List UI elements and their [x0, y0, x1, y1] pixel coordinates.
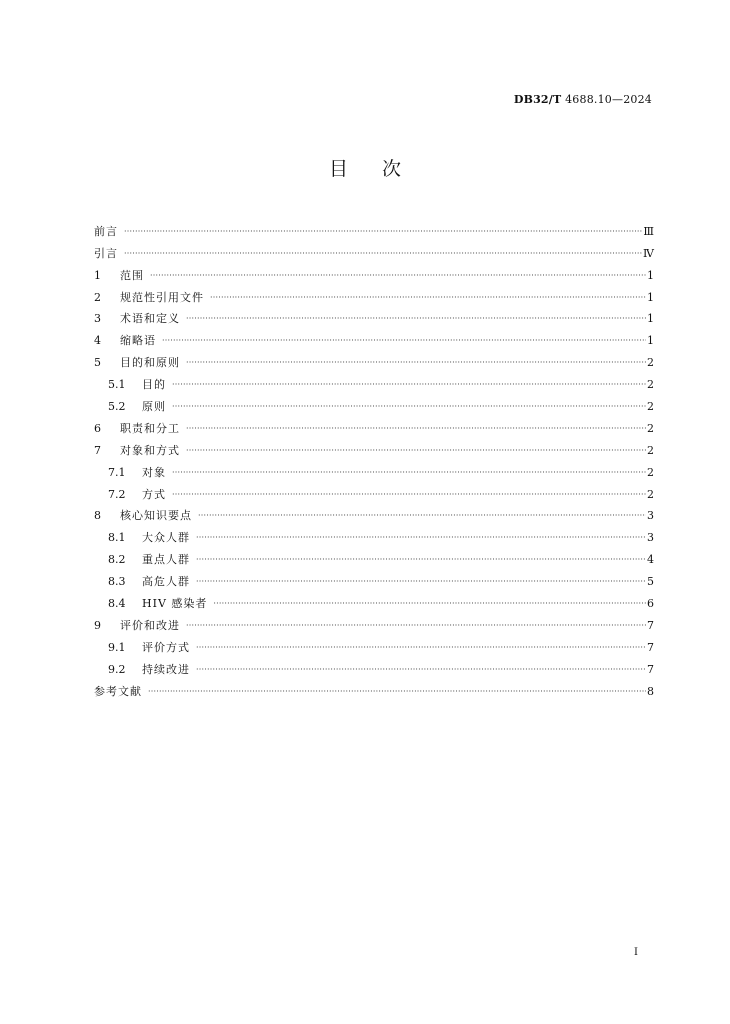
toc-leader-dots — [196, 531, 646, 544]
toc-leader-dots — [162, 334, 646, 347]
toc-entry-page: 2 — [647, 378, 654, 392]
toc-entry-page: 2 — [647, 443, 654, 457]
toc-entry-page: 3 — [647, 531, 654, 545]
toc-entry-number: 7.2 — [108, 487, 126, 501]
toc-entry[interactable] — [94, 238, 654, 260]
toc-leader-dots — [186, 619, 646, 632]
toc-entry[interactable] — [94, 610, 654, 632]
toc-entry-page: 7 — [647, 662, 654, 676]
toc-title: 目次 — [328, 158, 435, 180]
toc-entry-number: 1 — [94, 268, 101, 282]
toc-entry-label: 规范性引用文件 — [120, 290, 204, 304]
toc-leader-dots — [196, 663, 646, 676]
toc-entry-page: 4 — [647, 553, 654, 567]
toc-entry-number: 7 — [94, 443, 101, 457]
toc-entry[interactable] — [94, 413, 654, 435]
page-number: I — [634, 947, 638, 958]
toc-leader-dots — [150, 269, 646, 282]
toc-entry-label: 评价和改进 — [120, 618, 180, 632]
toc-entry[interactable] — [94, 501, 654, 523]
toc-entry-number: 8.3 — [108, 575, 126, 589]
toc-entry[interactable] — [94, 347, 654, 369]
toc-leader-dots — [172, 466, 646, 479]
toc-entry[interactable] — [94, 369, 654, 391]
toc-entry-label: 范围 — [120, 268, 144, 282]
toc-leader-dots — [213, 597, 646, 610]
toc-entry[interactable] — [94, 304, 654, 326]
toc-entry-page: 2 — [647, 400, 654, 414]
toc-entry-number: 4 — [94, 334, 101, 348]
toc-leader-dots — [124, 225, 642, 238]
toc-entry-label: 参考文献 — [94, 684, 142, 698]
toc-entry-page: 3 — [647, 509, 654, 523]
toc-leader-dots — [172, 378, 646, 391]
toc-entry-label: 方式 — [142, 487, 166, 501]
toc-entry-number: 9.1 — [108, 640, 126, 654]
document-code-number: 4688.10—2024 — [565, 93, 652, 106]
toc-entry-label: 目的和原则 — [120, 356, 180, 370]
toc-entry-number: 7.1 — [108, 465, 126, 479]
toc-entry-page: Ⅳ — [643, 246, 654, 260]
toc-entry-number: 5 — [94, 356, 101, 370]
toc-entry[interactable] — [94, 457, 654, 479]
toc-entry-page: 1 — [647, 334, 654, 348]
toc-entry-number: 9.2 — [108, 662, 126, 676]
table-of-contents — [94, 216, 654, 698]
toc-entry-label: 引言 — [94, 246, 118, 260]
toc-entry[interactable] — [94, 544, 654, 566]
toc-leader-dots — [124, 247, 642, 260]
toc-leader-dots — [148, 685, 646, 698]
toc-entry[interactable] — [94, 435, 654, 457]
toc-leader-dots — [186, 312, 646, 325]
toc-leader-dots — [196, 553, 646, 566]
toc-entry-number: 8.4 — [108, 597, 126, 611]
document-code-prefix: DB32/T — [513, 93, 562, 106]
toc-entry[interactable] — [94, 632, 654, 654]
toc-leader-dots — [210, 291, 646, 304]
toc-entry[interactable] — [94, 566, 654, 588]
toc-entry-label: 原则 — [142, 400, 166, 414]
toc-leader-dots — [198, 509, 646, 522]
toc-entry-number: 5.2 — [108, 400, 126, 414]
toc-entry-label: 对象和方式 — [120, 443, 180, 457]
toc-entry-page: 2 — [647, 421, 654, 435]
toc-entry-number: 8.2 — [108, 553, 126, 567]
toc-entry-page: 2 — [647, 487, 654, 501]
toc-entry-label: 重点人群 — [142, 553, 190, 567]
toc-entry[interactable] — [94, 282, 654, 304]
toc-entry-label: 评价方式 — [142, 640, 190, 654]
toc-leader-dots — [196, 641, 646, 654]
toc-entry[interactable] — [94, 654, 654, 676]
toc-entry-number: 6 — [94, 421, 101, 435]
toc-entry-label: 对象 — [142, 465, 166, 479]
toc-entry-label: 缩略语 — [120, 334, 156, 348]
toc-entry[interactable] — [94, 676, 654, 698]
toc-leader-dots — [186, 356, 646, 369]
toc-entry-label: 前言 — [94, 224, 118, 238]
toc-entry-number: 8 — [94, 509, 101, 523]
toc-entry[interactable] — [94, 325, 654, 347]
toc-entry-label: 核心知识要点 — [120, 509, 192, 523]
toc-leader-dots — [172, 400, 646, 413]
toc-entry-number: 2 — [94, 290, 101, 304]
toc-leader-dots — [186, 422, 646, 435]
toc-entry-page: 7 — [647, 618, 654, 632]
document-code — [514, 93, 652, 106]
toc-entry[interactable] — [94, 216, 654, 238]
toc-entry-page: 1 — [647, 290, 654, 304]
toc-entry[interactable] — [94, 588, 654, 610]
toc-entry-page: 1 — [647, 268, 654, 282]
toc-entry-label: 高危人群 — [142, 575, 190, 589]
toc-entry-label: HIV 感染者 — [142, 597, 208, 611]
toc-entry[interactable] — [94, 260, 654, 282]
toc-entry-number: 5.1 — [108, 378, 126, 392]
toc-entry-page: 6 — [647, 597, 654, 611]
toc-entry-label: 持续改进 — [142, 662, 190, 676]
toc-entry-label: 大众人群 — [142, 531, 190, 545]
toc-entry-number: 3 — [94, 312, 101, 326]
toc-leader-dots — [196, 575, 646, 588]
toc-entry-label: 术语和定义 — [120, 312, 180, 326]
toc-leader-dots — [186, 444, 646, 457]
toc-entry-page: 5 — [647, 575, 654, 589]
toc-entry-page: 1 — [647, 312, 654, 326]
toc-leader-dots — [172, 488, 646, 501]
toc-entry[interactable] — [94, 522, 654, 544]
toc-entry-page: Ⅲ — [643, 224, 654, 238]
toc-entry-page: 7 — [647, 640, 654, 654]
toc-entry[interactable] — [94, 391, 654, 413]
toc-entry-label: 目的 — [142, 378, 166, 392]
toc-entry-page: 2 — [647, 465, 654, 479]
toc-entry[interactable] — [94, 479, 654, 501]
toc-entry-page: 8 — [647, 684, 654, 698]
toc-entry-page: 2 — [647, 356, 654, 370]
toc-entry-number: 9 — [94, 618, 101, 632]
toc-entry-number: 8.1 — [108, 531, 126, 545]
toc-entry-label: 职责和分工 — [120, 421, 180, 435]
